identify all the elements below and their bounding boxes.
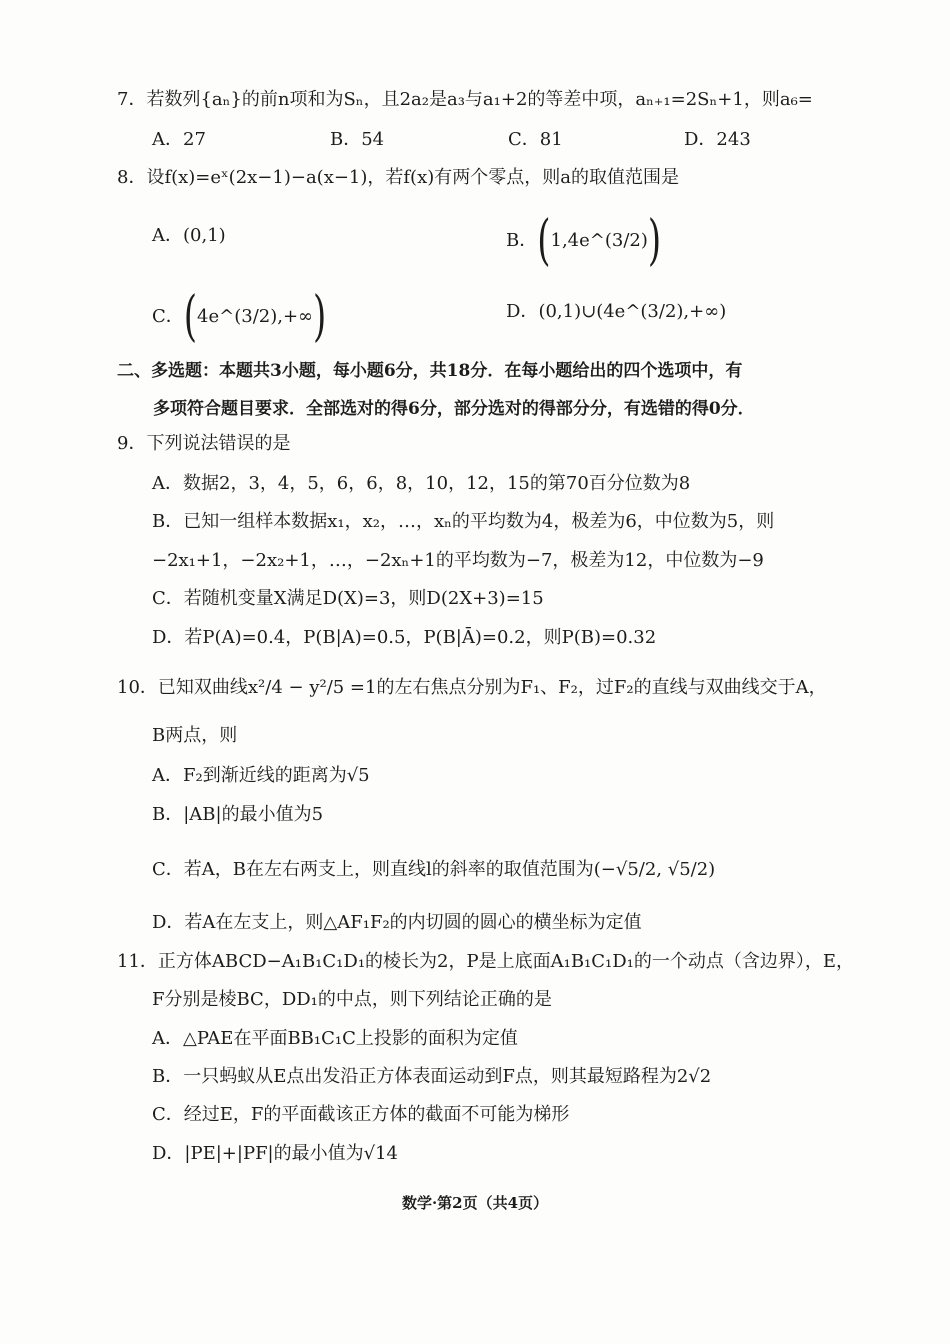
section2-heading-line2: 多项符合题目要求．全部选对的得6分，部分选对的得部分分，有选错的得0分． [153, 399, 755, 419]
q11-stem-line1: 11．正方体ABCD−A₁B₁C₁D₁的棱长为2，P是上底面A₁B₁C₁D₁的一个动点（含边界），E， [117, 951, 855, 972]
q11-option-d: D．|PE|+|PF|的最小值为√14 [152, 1143, 398, 1164]
q8-option-a-value: (0,1) [183, 225, 226, 246]
q11-option-b: B．一只蚂蚁从E点出发沿正方体表面运动到F点，则其最短路程为2√2 [152, 1066, 712, 1087]
left-paren-icon: ( [537, 209, 551, 273]
section2-heading-line1: 二、多选题：本题共3小题，每小题6分，共18分．在每小题给出的四个选项中，有 [117, 361, 743, 381]
q8-option-c-label: C． [152, 306, 184, 327]
q10-option-c: C．若A，B在左右两支上，则直线l的斜率的取值范围为(−√5/2, √5/2) [152, 859, 716, 880]
q7-option-b: B．54 [330, 129, 385, 150]
q11-stem-line2: F分别是棱BC，DD₁的中点，则下列结论正确的是 [152, 989, 552, 1010]
q10-stem-line2: B两点，则 [152, 725, 238, 746]
q10-option-d: D．若A在左支上，则△AF₁F₂的内切圆的圆心的横坐标为定值 [152, 912, 642, 933]
page-footer: 数学·第2页（共4页） [401, 1194, 549, 1212]
right-paren-icon: ) [647, 209, 662, 273]
q8-option-d [506, 300, 726, 324]
q8-option-d-label: D． [506, 301, 539, 322]
q8-stem: 8．设f(x)=eˣ(2x−1)−a(x−1)，若f(x)有两个零点，则a的取值范围是 [117, 167, 679, 188]
q8-option-b-value: 1,4e^(3/2) [550, 230, 648, 251]
q10-stem-line1: 10．已知双曲线x²/4 − y²/5 =1的左右焦点分别为F₁、F₂，过F₂的直线与双曲线交于A， [117, 677, 827, 698]
q11-option-a: A．△PAE在平面BB₁C₁C上投影的面积为定值 [152, 1028, 518, 1049]
q8-option-c-value: 4e^(3/2),+∞ [197, 306, 314, 327]
q10-option-b: B．|AB|的最小值为5 [152, 804, 324, 825]
q11-option-c: C．经过E，F的平面截该正方体的截面不可能为梯形 [152, 1104, 570, 1125]
q9-option-b-line2: −2x₁+1，−2x₂+1，…，−2xₙ+1的平均数为−7，极差为12，中位数为−9 [152, 550, 764, 571]
q9-option-d: D．若P(A)=0.4，P(B|A)=0.5，P(B|Ā)=0.2，则P(B)=0.32 [152, 627, 657, 648]
right-paren-icon: ) [313, 285, 327, 349]
q9-stem: 9．下列说法错误的是 [117, 433, 291, 454]
q10-option-a: A．F₂到渐近线的距离为√5 [152, 765, 370, 786]
q8-option-a-label: A． [152, 225, 183, 246]
q8-option-c [152, 285, 327, 349]
q7-stem: 7．若数列{aₙ}的前n项和为Sₙ，且2a₂是a₃与a₁+2的等差中项，aₙ₊₁=2Sₙ+1，则a₆= [117, 89, 813, 110]
q8-option-b [506, 209, 662, 273]
q7-option-c: C．81 [508, 129, 563, 150]
q9-option-b-line1: B．已知一组样本数据x₁，x₂，…，xₙ的平均数为4，极差为6，中位数为5，则 [152, 511, 775, 532]
q8-option-b-label: B． [506, 230, 538, 251]
q8-option-a [152, 224, 226, 248]
q9-option-c: C．若随机变量X满足D(X)=3，则D(2X+3)=15 [152, 588, 544, 609]
left-paren-icon: ( [183, 285, 198, 349]
q7-option-a: A．27 [152, 129, 206, 150]
q7-option-d: D．243 [684, 129, 751, 150]
q8-option-d-value: (0,1)∪(4e^(3/2),+∞) [538, 301, 727, 322]
q9-option-a: A．数据2，3，4，5，6，6，8，10，12，15的第70百分位数为8 [152, 473, 691, 494]
